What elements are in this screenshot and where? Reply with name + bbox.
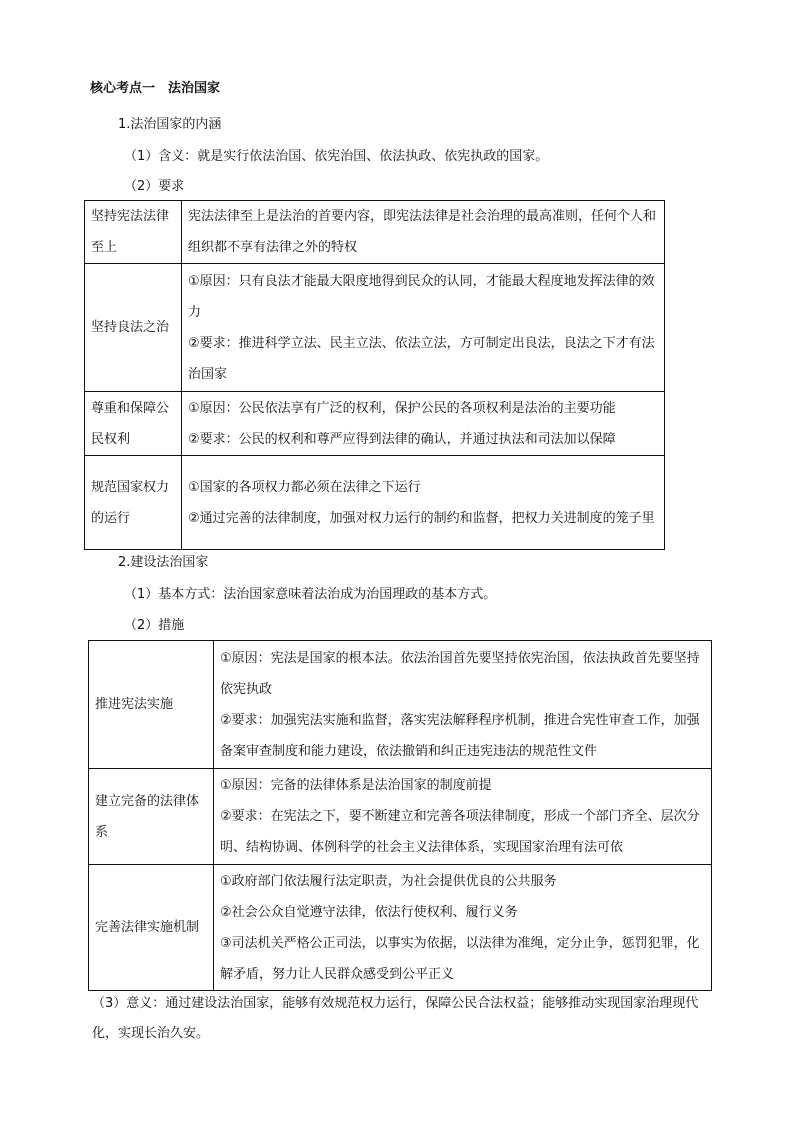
requirements-row xyxy=(85,264,665,392)
section-2-title: 2.建设法治国家 xyxy=(118,555,209,570)
section-2-measures-title: （2）措施 xyxy=(124,618,185,633)
requirements-row xyxy=(85,456,665,550)
section-1-title: 1.法治国家的内涵 xyxy=(118,117,222,132)
measures-text: ①原因：宪法是国家的根本法。依法治国首先要坚持依宪治国，依法执政首先要坚持依宪执政 xyxy=(220,650,700,697)
measures-text: ②社会公众自觉遵守法律，依法行使权利、履行义务 xyxy=(220,904,518,920)
requirements-text: ①原因：公民依法享有广泛的权利，保护公民的各项权利是法治的主要功能 xyxy=(188,400,616,416)
measures-text: ①政府部门依法履行法定职责，为社会提供优良的公共服务 xyxy=(220,873,557,889)
significance-paragraph: （3）意义：通过建设法治国家，能够有效规范权力运行，保障公民合法权益；能够推动实现国家治理现代化，实现长治久安。 xyxy=(92,996,699,1041)
requirements-content xyxy=(182,392,665,456)
requirements-label: 坚持良法之治 xyxy=(85,264,182,392)
measures-label: 完善法律实施机制 xyxy=(89,865,214,991)
requirements-content xyxy=(182,201,665,264)
requirements-table xyxy=(84,200,665,550)
measures-row xyxy=(89,769,712,865)
requirements-label: 尊重和保障公民权利 xyxy=(85,392,182,456)
section-1-meaning: （1）含义：就是实行依法治国、依宪治国、依法执政、依宪执政的国家。 xyxy=(124,149,549,164)
requirements-text: ①国家的各项权力都必须在法律之下运行 xyxy=(188,479,421,495)
measures-row xyxy=(89,865,712,991)
section-1-requirements-title: （2）要求 xyxy=(124,179,185,194)
measures-content xyxy=(214,769,712,865)
measures-table xyxy=(88,640,712,991)
measures-content xyxy=(214,641,712,769)
requirements-text: ②要求：公民的权利和尊严应得到法律的确认，并通过执法和司法加以保障 xyxy=(188,431,616,447)
requirements-text: ②通过完善的法律制度，加强对权力运行的制约和监督，把权力关进制度的笼子里 xyxy=(188,510,655,526)
measures-label: 建立完备的法律体系 xyxy=(89,769,214,865)
requirements-content xyxy=(182,456,665,550)
measures-text: ③司法机关严格公正司法，以事实为依据，以法律为准绳，定分止争，惩罚犯罪，化解矛盾，努力让人民群众感受到公平正义 xyxy=(220,935,700,982)
requirements-text: 宪法法律至上是法治的首要内容，即宪法法律是社会治理的最高准则，任何个人和组织都不享有法律之外的特权 xyxy=(188,209,657,255)
measures-row xyxy=(89,641,712,769)
requirements-label: 坚持宪法法律至上 xyxy=(85,201,182,264)
requirements-content xyxy=(182,264,665,392)
requirements-row xyxy=(85,392,665,456)
measures-content xyxy=(214,865,712,991)
measures-text: ②要求：加强宪法实施和监督，落实宪法解释程序机制，推进合宪性审查工作，加强备案审查制度和能力建设，依法撤销和纠正违宪违法的规范性文件 xyxy=(220,712,700,759)
requirements-label: 规范国家权力的运行 xyxy=(85,456,182,550)
measures-text: ②要求：在宪法之下，要不断建立和完善各项法律制度，形成一个部门齐全、层次分明、结构协调、体例科学的社会主义法律体系，实现国家治理有法可依 xyxy=(220,809,700,855)
requirements-text: ①原因：只有良法才能最大限度地得到民众的认同，才能最大程度地发挥法律的效力 xyxy=(188,273,655,320)
requirements-row xyxy=(85,201,665,264)
page-heading: 核心考点一 法治国家 xyxy=(90,81,221,96)
section-2-basic-way: （1）基本方式：法治国家意味着法治成为治国理政的基本方式。 xyxy=(124,587,497,602)
requirements-text: ②要求：推进科学立法、民主立法、依法立法，方可制定出良法，良法之下才有法治国家 xyxy=(188,335,655,382)
measures-label: 推进宪法实施 xyxy=(89,641,214,769)
measures-text: ①原因：完备的法律体系是法治国家的制度前提 xyxy=(220,778,492,793)
